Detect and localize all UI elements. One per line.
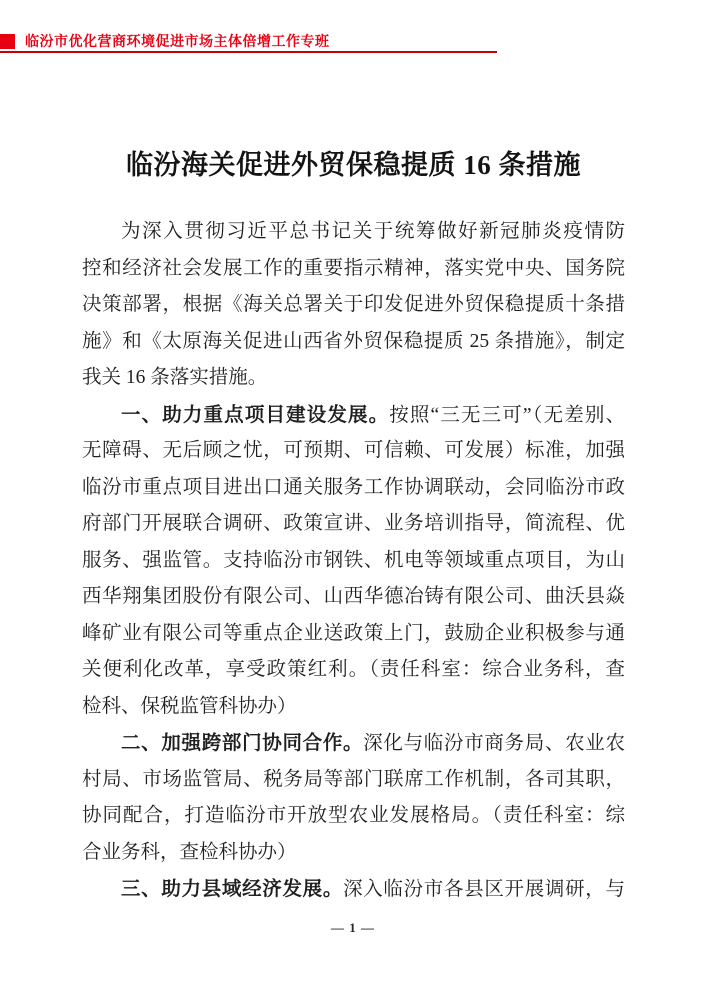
text-segment: 峰矿业有限公司等重点企业送政策上门，鼓励企业积极参与通 <box>82 622 625 644</box>
document-content <box>82 0 625 908</box>
responsibility-note-segment: （责任科室：综 <box>492 805 625 826</box>
text-segment: 村局、市场监管局、税务局等部门联席工作机制，各司其职， <box>82 768 625 790</box>
text-segment: 服务、强监管。支持临汾市钢铁、机电等领域重点项目，为山 <box>82 549 625 571</box>
responsibility-note-segment: 合业务科，查检科协办） <box>82 841 297 863</box>
text-line <box>82 725 625 762</box>
text-segment: 府部门开展联合调研、政策宣讲、业务培训指导，简流程、优 <box>82 513 625 534</box>
text-segment: 协同配合，打造临汾市开放型农业发展格局。 <box>82 805 493 826</box>
text-segment: 关便利化改革，享受政策红利。 <box>82 659 370 680</box>
text-segment: 临汾市重点项目进出口通关服务工作协调联动，会同临汾市政 <box>82 476 625 498</box>
item-heading-segment: 一、助力重点项目建设发展。 <box>121 403 390 426</box>
responsibility-note-segment: 检科、保税监管科协办） <box>82 695 297 717</box>
text-segment: 决策部署，根据《海关总署关于印发促进外贸保稳提质十条措 <box>82 294 625 315</box>
paragraph <box>82 871 625 908</box>
item-heading-segment: 二、加强跨部门协同合作。 <box>121 732 364 754</box>
text-line <box>82 871 625 908</box>
responsibility-note-segment: （责任科室：综合业务科，查 <box>369 659 625 680</box>
paragraph <box>82 397 625 726</box>
text-segment: 无障碍、无后顾之忧，可预期、可信赖、可发展）标准，加强 <box>82 440 625 461</box>
organization-name: 临汾市优化营商环境促进市场主体倍增工作专班 <box>25 33 330 49</box>
text-segment: 深入临汾市各县区开展调研，与 <box>343 879 625 900</box>
paragraph <box>82 214 625 397</box>
text-line <box>82 287 625 324</box>
text-segment: 西华翔集团股份有限公司、山西华德冶铸有限公司、曲沃县焱 <box>82 586 625 607</box>
text-segment: 为深入贯彻习近平总书记关于统筹做好新冠肺炎疫情防 <box>121 221 625 242</box>
text-line <box>82 214 625 251</box>
document-title: 临汾海关促进外贸保稳提质 16 条措施 <box>126 150 581 180</box>
text-line <box>82 433 625 470</box>
text-line <box>82 579 625 616</box>
text-line <box>82 616 625 653</box>
text-line <box>82 251 625 288</box>
item-heading-segment: 三、助力县域经济发展。 <box>121 878 344 900</box>
text-line <box>82 470 625 507</box>
text-line <box>82 360 625 397</box>
text-line <box>82 689 625 726</box>
document-body <box>82 214 625 908</box>
text-segment: 按照“三无三可”（无差别、 <box>389 404 625 426</box>
text-segment: 深化与临汾市商务局、农业农 <box>363 733 625 754</box>
page-number: — 1 — <box>331 920 375 935</box>
text-line <box>82 762 625 799</box>
text-line <box>82 506 625 543</box>
text-line <box>82 835 625 872</box>
text-segment: 我关 16 条落实措施。 <box>82 367 268 388</box>
text-segment: 施》和《太原海关促进山西省外贸保稳提质 25 条措施》，制定 <box>82 330 625 352</box>
text-line <box>82 397 625 434</box>
text-line <box>82 798 625 835</box>
text-segment: 控和经济社会发展工作的重要指示精神，落实党中央、国务院 <box>82 257 625 279</box>
red-square-icon <box>0 34 15 49</box>
text-line <box>82 652 625 689</box>
paragraph <box>82 725 625 871</box>
text-line <box>82 324 625 361</box>
text-line <box>82 543 625 580</box>
